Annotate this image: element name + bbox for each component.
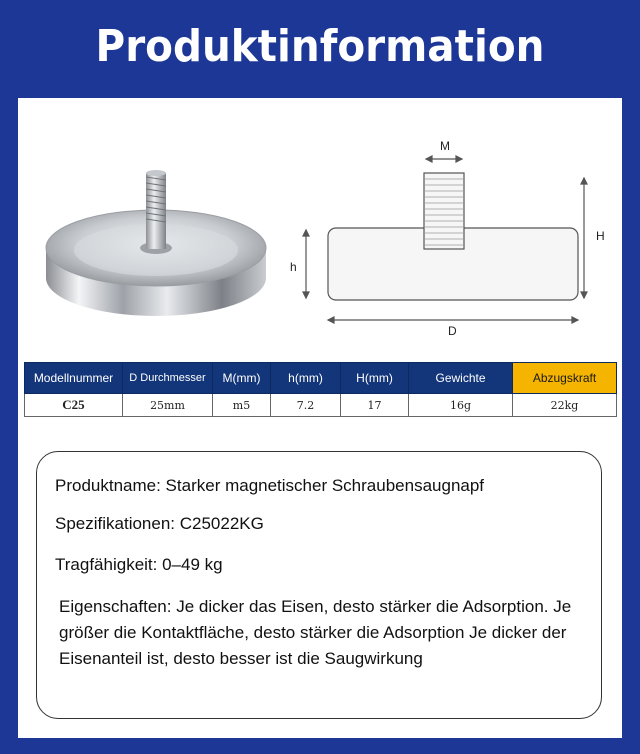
magnet-image [38,153,273,328]
page-title: Produktinformation [95,21,545,72]
load-capacity: Tragfähigkeit: 0–49 kg [55,555,223,574]
cell-diameter: 25mm [123,394,213,417]
label-m: M [440,139,450,153]
label-d: D [448,324,457,338]
header-model: Modellnummer [25,363,123,394]
header-diameter: D Durchmesser [123,363,213,394]
header-weight: Gewichte [409,363,513,394]
dimension-diagram [288,133,618,343]
cell-m: m5 [213,394,271,417]
cell-h-large: 17 [341,394,409,417]
label-h-small: h [290,260,297,274]
header-m: M(mm) [213,363,271,394]
specifications: Spezifikationen: C25022KG [55,514,264,533]
label-h-large: H [596,229,605,243]
table-header-row [25,363,617,394]
info-box [36,451,602,719]
header-h-small: h(mm) [271,363,341,394]
cell-weight: 16g [409,394,513,417]
cell-model: C25 [25,394,123,417]
header-h-large: H(mm) [341,363,409,394]
cell-h-small: 7.2 [271,394,341,417]
spec-table [24,362,617,417]
product-panel [18,98,622,738]
table-row [25,394,617,417]
cell-pull-force: 22kg [513,394,617,417]
properties: Eigenschaften: Je dicker das Eisen, desto stärker die Adsorption. Je größer die Kontaktfläche, desto stärker die Adsorption Je dicker der Eisenanteil ist, desto besser ist die Saugwirkung [59,597,572,668]
header-pull-force: Abzugskraft [513,363,617,394]
product-name: Produktname: Starker magnetischer Schraubensaugnapf [55,476,485,495]
